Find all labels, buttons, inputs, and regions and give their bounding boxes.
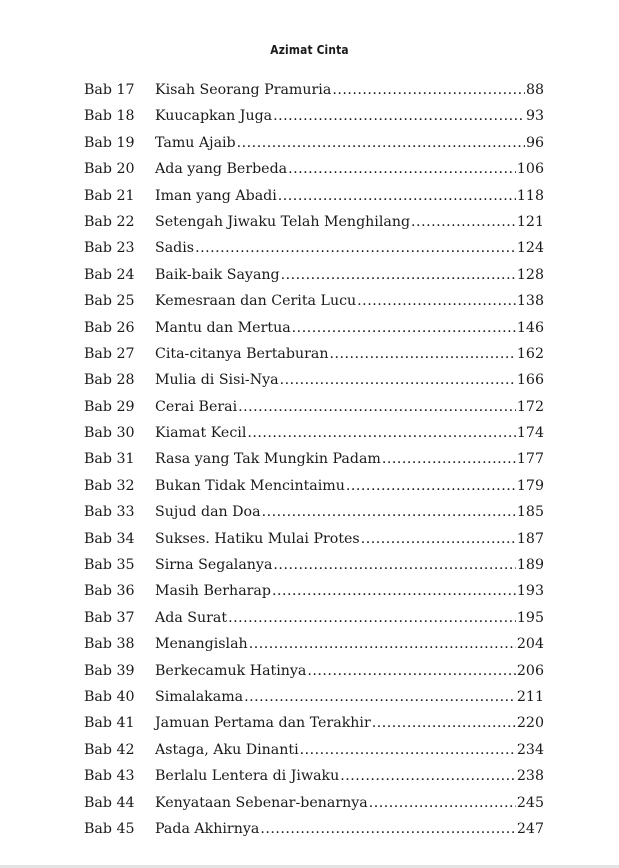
dot-leader bbox=[281, 262, 516, 288]
page-number: 179 bbox=[516, 477, 544, 494]
chapter-number: Bab 37 bbox=[84, 609, 135, 626]
page-number: 118 bbox=[516, 187, 544, 204]
chapter-number: Bab 23 bbox=[84, 240, 135, 257]
chapter-title: Berlalu Lentera di Jiwaku bbox=[155, 768, 340, 785]
page-number: 185 bbox=[516, 504, 544, 521]
chapter-number: Bab 36 bbox=[84, 583, 135, 600]
chapter-title: Kuucapkan Juga bbox=[155, 108, 273, 125]
chapter-title: Iman yang Abadi bbox=[155, 187, 277, 204]
chapter-number: Bab 35 bbox=[84, 557, 135, 574]
chapter-title: Kenyataan Sebenar-benarnya bbox=[155, 794, 368, 811]
chapter-number: Bab 21 bbox=[84, 187, 135, 204]
chapter-title: Jamuan Pertama dan Terakhir bbox=[155, 715, 371, 732]
chapter-title: Bukan Tidak Mencintaimu bbox=[155, 477, 345, 494]
toc-entry[interactable] bbox=[84, 183, 544, 209]
toc-entry[interactable] bbox=[84, 103, 544, 129]
dot-leader bbox=[195, 235, 516, 261]
page-number: 177 bbox=[516, 451, 544, 468]
chapter-title: Baik-baik Sayang bbox=[155, 266, 280, 283]
chapter-number: Bab 43 bbox=[84, 768, 135, 785]
dot-leader bbox=[249, 631, 516, 657]
toc-entry[interactable] bbox=[84, 315, 544, 341]
dot-leader bbox=[237, 130, 525, 156]
dot-leader bbox=[361, 526, 516, 552]
chapter-number: Bab 45 bbox=[84, 820, 135, 837]
chapter-title: Ada Surat bbox=[155, 609, 228, 626]
chapter-number: Bab 26 bbox=[84, 319, 135, 336]
chapter-number: Bab 28 bbox=[84, 372, 135, 389]
dot-leader bbox=[247, 420, 516, 446]
page-number: 172 bbox=[516, 398, 544, 415]
dot-leader bbox=[288, 156, 516, 182]
chapter-number: Bab 38 bbox=[84, 636, 135, 653]
chapter-title: Sujud dan Doa bbox=[155, 504, 261, 521]
toc-entry[interactable] bbox=[84, 341, 544, 367]
toc-entry[interactable] bbox=[84, 763, 544, 789]
page-number: 187 bbox=[516, 530, 544, 547]
chapter-title: Tamu Ajaib bbox=[155, 134, 236, 151]
chapter-title: Sadis bbox=[155, 240, 195, 257]
dot-leader bbox=[238, 394, 516, 420]
page-number: 106 bbox=[516, 161, 544, 178]
page-number: 204 bbox=[516, 636, 544, 653]
chapter-title: Menangislah bbox=[155, 636, 248, 653]
toc-entry[interactable] bbox=[84, 262, 544, 288]
chapter-title: Pada Akhirnya bbox=[155, 820, 260, 837]
toc-entry[interactable] bbox=[84, 420, 544, 446]
dot-leader bbox=[372, 710, 516, 736]
toc-entry[interactable] bbox=[84, 605, 544, 631]
chapter-title: Ada yang Berbeda bbox=[155, 161, 288, 178]
page-number: 124 bbox=[516, 240, 544, 257]
chapter-title: Rasa yang Tak Mungkin Padam bbox=[155, 451, 381, 468]
page-number: 193 bbox=[516, 583, 544, 600]
chapter-title: Sukses. Hatiku Mulai Protes bbox=[155, 530, 360, 547]
chapter-number: Bab 18 bbox=[84, 108, 135, 125]
toc-entry[interactable] bbox=[84, 209, 544, 235]
chapter-title: Kisah Seorang Pramuria bbox=[155, 82, 332, 98]
chapter-number: Bab 22 bbox=[84, 213, 135, 230]
chapter-title: Cerai Berai bbox=[155, 398, 238, 415]
dot-leader bbox=[332, 77, 525, 103]
toc-entry[interactable] bbox=[84, 578, 544, 604]
chapter-title: Kiamat Kecil bbox=[155, 425, 247, 442]
toc-entry[interactable] bbox=[84, 790, 544, 816]
chapter-number: Bab 42 bbox=[84, 741, 135, 758]
page-number: 96 bbox=[525, 134, 544, 151]
page-number: 238 bbox=[516, 768, 544, 785]
chapter-title: Cita-citanya Bertaburan bbox=[155, 345, 329, 362]
dot-leader bbox=[280, 367, 516, 393]
page-number: 234 bbox=[516, 741, 544, 758]
toc-entry[interactable] bbox=[84, 658, 544, 684]
chapter-title: Setengah Jiwaku Telah Menghilang bbox=[155, 213, 411, 230]
running-header: Azimat Cinta bbox=[270, 42, 349, 57]
toc-entry[interactable] bbox=[84, 684, 544, 710]
chapter-title: Mulia di Sisi-Nya bbox=[155, 372, 279, 389]
page-number: 121 bbox=[516, 213, 544, 230]
page-number: 189 bbox=[516, 557, 544, 574]
chapter-number: Bab 19 bbox=[84, 134, 135, 151]
chapter-title: Berkecamuk Hatinya bbox=[155, 662, 307, 679]
toc-entry[interactable] bbox=[84, 710, 544, 736]
chapter-number: Bab 41 bbox=[84, 715, 135, 732]
dot-leader bbox=[300, 737, 516, 763]
chapter-number: Bab 34 bbox=[84, 530, 135, 547]
chapter-title: Sirna Segalanya bbox=[155, 557, 273, 574]
toc-entry[interactable] bbox=[84, 499, 544, 525]
chapter-number: Bab 33 bbox=[84, 504, 135, 521]
page-number: 146 bbox=[516, 319, 544, 336]
toc-entry[interactable] bbox=[84, 156, 544, 182]
chapter-title: Astaga, Aku Dinanti bbox=[155, 741, 299, 758]
dot-leader bbox=[260, 816, 516, 842]
page-number: 138 bbox=[516, 293, 544, 310]
toc-entry[interactable] bbox=[84, 446, 544, 472]
chapter-number: Bab 31 bbox=[84, 451, 135, 468]
dot-leader bbox=[228, 605, 516, 631]
dot-leader bbox=[272, 578, 516, 604]
chapter-number: Bab 30 bbox=[84, 425, 135, 442]
dot-leader bbox=[369, 790, 516, 816]
page-number: 93 bbox=[525, 108, 544, 125]
toc-entry[interactable] bbox=[84, 235, 544, 261]
page-number: 247 bbox=[516, 820, 544, 837]
page-number: 166 bbox=[516, 372, 544, 389]
chapter-title: Masih Berharap bbox=[155, 583, 271, 600]
toc-entry[interactable] bbox=[84, 473, 544, 499]
toc-entry[interactable] bbox=[84, 367, 544, 393]
dot-leader bbox=[262, 499, 516, 525]
toc-entry[interactable] bbox=[84, 394, 544, 420]
toc-entry[interactable] bbox=[84, 77, 544, 103]
dot-leader bbox=[244, 684, 516, 710]
toc-entry[interactable] bbox=[84, 130, 544, 156]
chapter-number: Bab 17 bbox=[84, 82, 135, 98]
page-number: 220 bbox=[516, 715, 544, 732]
page-number: 162 bbox=[516, 345, 544, 362]
dot-leader bbox=[329, 341, 515, 367]
dot-leader bbox=[346, 473, 516, 499]
page-number: 245 bbox=[516, 794, 544, 811]
chapter-number: Bab 40 bbox=[84, 688, 135, 705]
toc-entry[interactable] bbox=[84, 816, 544, 842]
page-number: 206 bbox=[516, 662, 544, 679]
page-number: 128 bbox=[516, 266, 544, 283]
page-number: 88 bbox=[525, 82, 544, 98]
chapter-title: Simalakama bbox=[155, 688, 244, 705]
chapter-title: Kemesraan dan Cerita Lucu bbox=[155, 293, 357, 310]
toc-entry[interactable] bbox=[84, 737, 544, 763]
dot-leader bbox=[382, 446, 516, 472]
chapter-number: Bab 39 bbox=[84, 662, 135, 679]
chapter-number: Bab 27 bbox=[84, 345, 135, 362]
toc-entry[interactable] bbox=[84, 526, 544, 552]
chapter-number: Bab 29 bbox=[84, 398, 135, 415]
table-of-contents bbox=[84, 77, 544, 842]
dot-leader bbox=[273, 552, 515, 578]
toc-entry[interactable] bbox=[84, 552, 544, 578]
chapter-number: Bab 24 bbox=[84, 266, 135, 283]
page-number: 195 bbox=[516, 609, 544, 626]
page-number: 211 bbox=[516, 688, 544, 705]
chapter-number: Bab 32 bbox=[84, 477, 135, 494]
dot-leader bbox=[273, 103, 525, 129]
chapter-title: Mantu dan Mertua bbox=[155, 319, 291, 336]
toc-entry[interactable] bbox=[84, 631, 544, 657]
dot-leader bbox=[357, 288, 516, 314]
dot-leader bbox=[307, 658, 516, 684]
dot-leader bbox=[292, 315, 516, 341]
chapter-number: Bab 25 bbox=[84, 293, 135, 310]
dot-leader bbox=[278, 183, 516, 209]
toc-entry[interactable] bbox=[84, 288, 544, 314]
page-number: 174 bbox=[516, 425, 544, 442]
chapter-number: Bab 44 bbox=[84, 794, 135, 811]
dot-leader bbox=[411, 209, 516, 235]
dot-leader bbox=[340, 763, 516, 789]
chapter-number: Bab 20 bbox=[84, 161, 135, 178]
